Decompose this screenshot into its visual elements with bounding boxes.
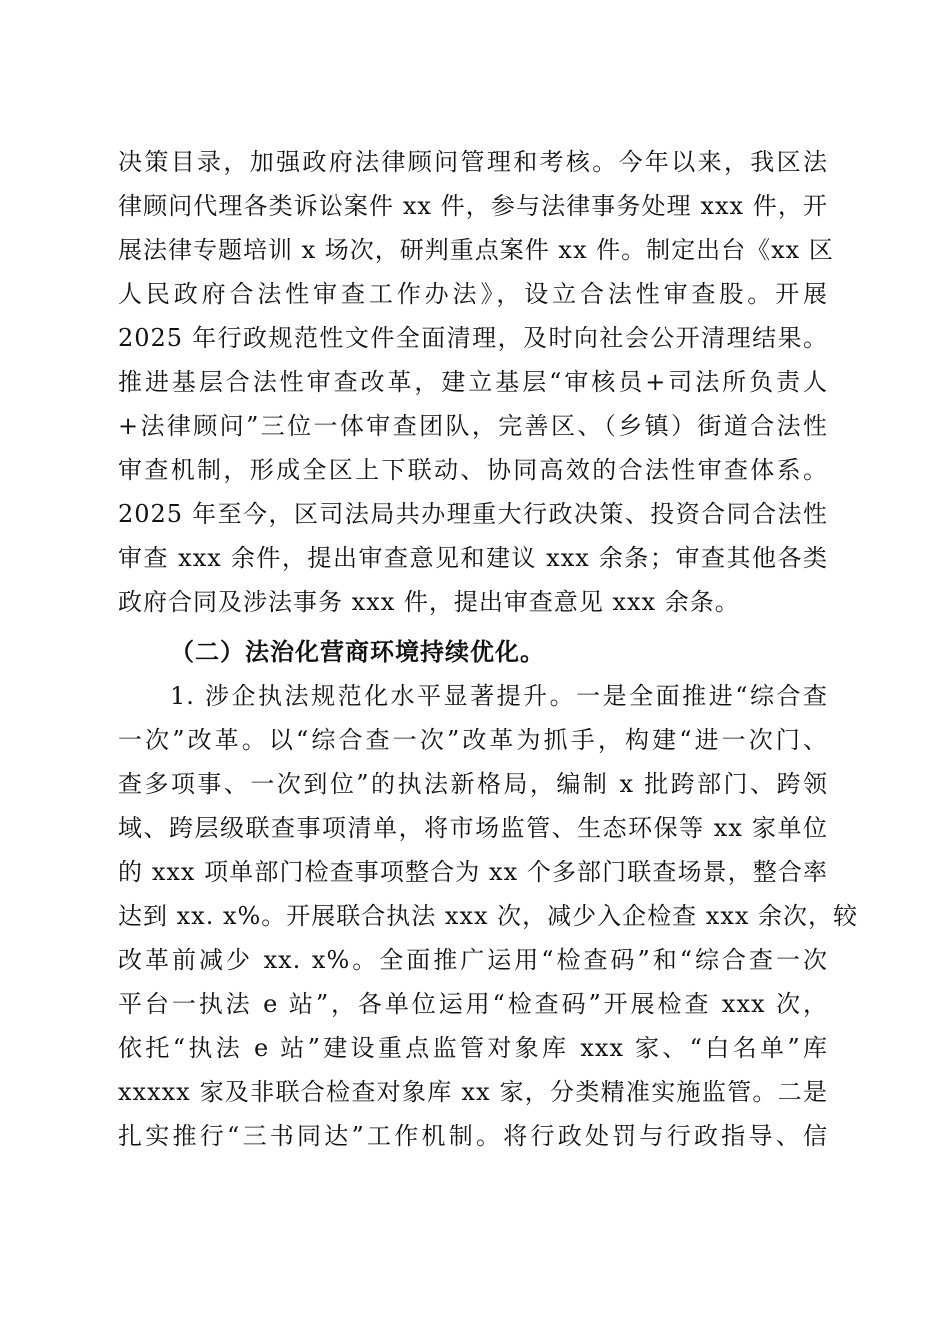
text-line: 律顾问代理各类诉讼案件 xx 件，参与法律事务处理 xxx 件，开 <box>118 192 828 220</box>
text-line: 依托“执法 e 站”建设重点监管对象库 xxx 家、“白名单”库 <box>118 1034 828 1062</box>
text-line: 人民政府合法性审查工作办法》，设立合法性审查股。开展 <box>118 280 828 308</box>
paragraph-enforcement <box>118 674 859 1158</box>
text-line: 的 xxx 项单部门检查事项整合为 xx 个多部门联查场景，整合率 <box>118 858 828 886</box>
text-line: 2025 年至今，区司法局共办理重大行政决策、投资合同合法性 <box>118 500 828 528</box>
text-line: 2025 年行政规范性文件全面清理，及时向社会公开清理结果。 <box>118 324 828 352</box>
text-line: 域、跨层级联查事项清单，将市场监管、生态环保等 xx 家单位 <box>118 814 828 842</box>
paragraph-legal-review <box>118 140 834 624</box>
text-line: 改革前减少 xx. x%。全面推广运用“检查码”和“综合查一次 <box>118 946 828 974</box>
text-line: 决策目录，加强政府法律顾问管理和考核。今年以来，我区法 <box>118 148 828 176</box>
text-line: 平台一执法 e 站”，各单位运用“检查码”开展检查 xxx 次， <box>118 990 828 1018</box>
text-line: 扎实推行“三书同达”工作机制。将行政处罚与行政指导、信 <box>118 1122 828 1150</box>
text-line: xxxxx 家及非联合检查对象库 xx 家，分类精准实施监管。二是 <box>118 1078 828 1106</box>
text-line: +法律顾问”三位一体审查团队，完善区、（乡镇）街道合法性 <box>118 412 828 440</box>
text-line: 审查 xxx 余件，提出审查意见和建议 xxx 余条；审查其他各类 <box>118 544 828 572</box>
text-line: 展法律专题培训 x 场次，研判重点案件 xx 件。制定出台《xx 区 <box>118 236 834 264</box>
text-line: 推进基层合法性审查改革，建立基层“审核员+司法所负责人 <box>118 368 828 396</box>
section-heading: （二）法治化营商环境持续优化。 <box>170 637 545 666</box>
text-line: 政府合同及涉法事务 xxx 件，提出审查意见 xxx 余条。 <box>118 588 740 616</box>
text-line: 达到 xx. x%。开展联合执法 xxx 次，减少入企检查 xxx 余次，较 <box>118 902 859 930</box>
text-line: 一次”改革。以“综合查一次”改革为抓手，构建“进一次门、 <box>118 726 828 754</box>
text-line: 查多项事、一次到位”的执法新格局，编制 x 批跨部门、跨领 <box>118 770 828 798</box>
text-line: 审查机制，形成全区上下联动、协同高效的合法性审查体系。 <box>118 456 828 484</box>
text-line: 1. 涉企执法规范化水平显著提升。一是全面推进“综合查 <box>170 682 828 710</box>
